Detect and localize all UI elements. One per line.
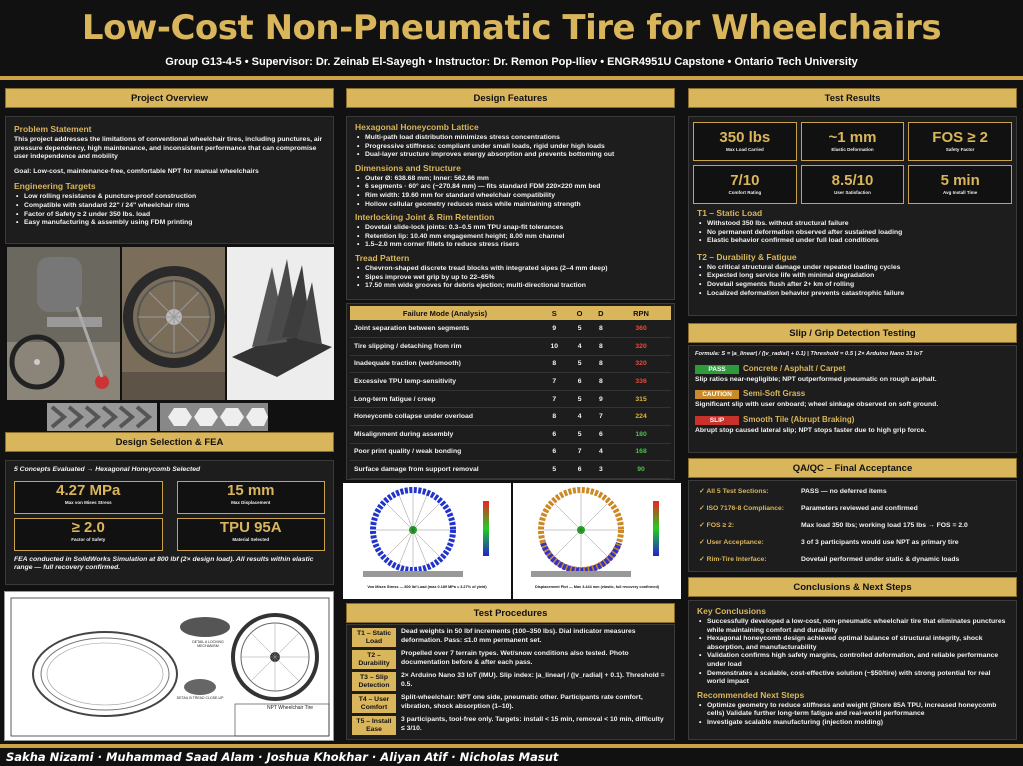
tread-heading: Tread Pattern xyxy=(355,252,410,263)
fmea-header: RPN xyxy=(611,306,671,320)
slip-surface: Semi-Soft Grass xyxy=(743,389,806,399)
test-procedures-panel xyxy=(346,624,675,740)
fmea-cell-rpn: 90 xyxy=(611,461,671,479)
fmea-cell-rpn: 336 xyxy=(611,373,671,391)
fmea-cell-s: 7 xyxy=(540,390,569,408)
procedure-row: T2 – Durability Propelled over 7 terrain types. Wet/snow conditions also tested. Photo documentation before & after each pass. xyxy=(352,650,669,669)
overview-panel xyxy=(5,116,334,244)
fmea-cell-s: 9 xyxy=(540,320,569,338)
target-item: • Easy manufacturing & assembly using FDM printing xyxy=(24,219,325,228)
slip-badge: SLIP xyxy=(695,416,739,425)
fmea-row xyxy=(350,320,671,338)
honeycomb-heading: Hexagonal Honeycomb Lattice xyxy=(355,122,479,132)
fmea-cell-s: 7 xyxy=(540,373,569,391)
slip-badge: PASS xyxy=(695,365,739,374)
feature-item: • Progressive stiffness: compliant under small loads, rigid under high loads xyxy=(365,143,666,152)
problem-heading: Problem Statement xyxy=(14,124,92,134)
printed-segments-photo xyxy=(227,247,334,400)
metric-max-displacement: 15 mm Max Displacement xyxy=(177,481,326,514)
fea-note: FEA conducted in SolidWorks Simulation at 800 lbf (2× design load). All results within elastic range — full recovery confirmed. xyxy=(14,555,314,572)
fmea-cell-mode: Poor print quality / weak bonding xyxy=(350,443,540,461)
result-item: • Elastic behavior confirmed under full load conditions xyxy=(707,237,1008,246)
conclusion-item: • Hexagonal honeycomb design achieved optimal balance of structural integrity, shock absorption, and manufacturability xyxy=(707,635,1008,652)
result-satisfaction: 8.5/10 User Satisfaction xyxy=(801,165,905,204)
qa-key: ✓ All 5 Test Sections: xyxy=(699,488,769,495)
targets-heading: Engineering Targets xyxy=(14,181,96,192)
fmea-cell-d: 8 xyxy=(591,320,611,338)
slip-description: Slip ratios near-negligible; NPT outperformed pneumatic on rough asphalt. xyxy=(695,375,937,383)
fmea-cell-mode: Honeycomb collapse under overload xyxy=(350,408,540,426)
target-item: • Low rolling resistance & puncture-proof construction xyxy=(24,193,325,202)
poster-subtitle: Group G13-4-5 • Supervisor: Dr. Zeinab El-Sayegh • Instructor: Dr. Remon Pop-Iliev • ENGR4951U Capstone • Ontario Tech University xyxy=(165,56,858,68)
conclusion-item: • Validation confirms high safety margins, controlled deformation, and reliable performance under load xyxy=(707,652,1008,669)
qa-value: PASS — no deferred items xyxy=(801,488,887,495)
next-step-item: • Optimize geometry to reduce stiffness and weight (Shore 85A TPU, increased honeycomb cells) Validate further long-term fatigue and real-world performance xyxy=(707,702,1008,719)
conclusion-item: • Successfully developed a low-cost, non-pneumatic wheelchair tire that eliminates punctures while maintaining comfort and durability xyxy=(707,618,1008,635)
goal-text: Goal: Low-cost, maintenance-free, comfortable NPT for manual wheelchairs xyxy=(14,167,259,175)
honeycomb-pattern-image xyxy=(160,403,268,431)
slip-result xyxy=(695,389,1010,410)
dims-heading: Dimensions and Structure xyxy=(355,162,461,173)
fmea-header: Failure Mode (Analysis) xyxy=(350,306,540,320)
metric-max-stress: 4.27 MPa Max von Mises Stress xyxy=(14,481,163,514)
fmea-cell-o: 7 xyxy=(569,443,591,461)
target-item: • Compatible with standard 22" / 24" wheelchair rims xyxy=(24,202,325,211)
feature-item: • Retention lip: 10.40 mm engagement height; 8.00 mm channel xyxy=(365,233,666,242)
fmea-row xyxy=(350,390,671,408)
metric-factor-safety: ≥ 2.0 Factor of Safety xyxy=(14,518,163,551)
fmea-cell-o: 6 xyxy=(569,373,591,391)
feature-item: • 17.50 mm wide grooves for debris ejection; multi-directional traction xyxy=(365,282,666,291)
results-bar: Test Results xyxy=(688,88,1017,108)
authors: Sakha Nizami · Muhammad Saad Alam · Joshua Khokhar · Aliyan Atif · Nicholas Masut xyxy=(6,750,559,764)
fmea-cell-s: 8 xyxy=(540,408,569,426)
poster-title: Low-Cost Non-Pneumatic Tire for Wheelchairs xyxy=(81,8,942,48)
fmea-row xyxy=(350,443,671,461)
fmea-cell-d: 8 xyxy=(591,338,611,356)
fmea-cell-mode: Surface damage from support removal xyxy=(350,461,540,479)
qa-row xyxy=(689,534,1016,551)
qa-row xyxy=(689,517,1016,534)
result-comfort: 7/10 Comfort Rating xyxy=(693,165,797,204)
fmea-cell-d: 6 xyxy=(591,426,611,444)
fmea-cell-rpn: 224 xyxy=(611,408,671,426)
fmea-cell-rpn: 320 xyxy=(611,355,671,373)
targets-list xyxy=(14,193,325,227)
slip-surface: Concrete / Asphalt / Carpet xyxy=(743,363,846,373)
next-steps-heading: Recommended Next Steps xyxy=(697,689,805,700)
slip-formula: Formula: S = |a_linear| / (|v_radial| + 0.1) | Threshold = 0.5 | 2× Arduino Nano 33 IoT xyxy=(695,351,923,357)
procedure-row: T4 – User Comfort Split-wheelchair: NPT one side, pneumatic other. Participants rate comfort, vibration, shock absorption (1–10). xyxy=(352,694,669,713)
detail-b-label: DETAIL B TREAD CLOSE-UP xyxy=(176,696,224,700)
slip-badge: CAUTION xyxy=(695,390,739,399)
fmea-row xyxy=(350,408,671,426)
fmea-cell-rpn: 315 xyxy=(611,390,671,408)
header-divider xyxy=(0,76,1023,80)
fmea-row xyxy=(350,373,671,391)
metric-material: TPU 95A Material Selected xyxy=(177,518,326,551)
result-item: • Withstood 350 lbs. without structural failure xyxy=(707,220,1008,229)
result-deformation: ~1 mm Elastic Deformation xyxy=(801,122,905,161)
key-conclusions-heading: Key Conclusions xyxy=(697,606,766,616)
fmea-cell-d: 3 xyxy=(591,461,611,479)
fmea-cell-mode: Inadequate traction (wet/smooth) xyxy=(350,355,540,373)
qa-value: Parameters reviewed and confirmed xyxy=(801,505,918,512)
overview-bar: Project Overview xyxy=(5,88,334,108)
fmea-cell-o: 4 xyxy=(569,408,591,426)
design-fea-bar: Design Selection & FEA xyxy=(5,432,334,452)
fmea-row xyxy=(350,461,671,479)
footer-divider xyxy=(0,744,1023,748)
fmea-cell-o: 5 xyxy=(569,355,591,373)
qa-bar: QA/QC – Final Acceptance xyxy=(688,458,1017,478)
feature-item: • Chevron-shaped discrete tread blocks with integrated sipes (2–4 mm deep) xyxy=(365,265,666,274)
result-install-time: 5 min Avg Install Time xyxy=(908,165,1012,204)
fmea-cell-d: 8 xyxy=(591,373,611,391)
fmea-cell-o: 6 xyxy=(569,461,591,479)
feature-item: • 6 segments · 60° arc (~270.84 mm) — fits standard FDM 220×220 mm bed xyxy=(365,183,666,192)
slip-surface: Smooth Tile (Abrupt Braking) xyxy=(743,414,855,424)
features-bar: Design Features xyxy=(346,88,675,108)
fmea-panel xyxy=(346,303,675,480)
result-item: • No critical structural damage under repeated loading cycles xyxy=(707,264,1008,273)
result-item: • Localized deformation behavior prevents catastrophic failure xyxy=(707,290,1008,299)
qa-row xyxy=(689,483,1016,500)
fmea-cell-mode: Joint separation between segments xyxy=(350,320,540,338)
fmea-row xyxy=(350,338,671,356)
qa-key: ✓ User Acceptance: xyxy=(699,539,764,546)
result-max-load: 350 lbs Max Load Carried xyxy=(693,122,797,161)
fmea-cell-s: 6 xyxy=(540,426,569,444)
fmea-header: D xyxy=(591,306,611,320)
fmea-table xyxy=(350,306,671,479)
result-safety-factor: FOS ≥ 2 Safety Factor xyxy=(908,122,1012,161)
qa-row xyxy=(689,500,1016,517)
feature-item: • Outer Ø: 638.68 mm; Inner: 562.66 mm xyxy=(365,175,666,184)
fmea-cell-rpn: 320 xyxy=(611,338,671,356)
procedure-row: T1 – Static Load Dead weights in 50 lbf increments (100–350 lbs). Dial indicator measures deformation. Pass: ≤1.0 mm permanent set. xyxy=(352,628,669,647)
fmea-cell-mode: Misalignment during assembly xyxy=(350,426,540,444)
fmea-cell-s: 5 xyxy=(540,461,569,479)
procedure-row: T3 – Slip Detection 2× Arduino Nano 33 IoT (IMU). Slip index: |a_linear| / (|v_radial| + 0.1). Threshold = 0.5. xyxy=(352,672,669,691)
wheelchair-photo xyxy=(7,247,120,400)
slip-description: Abrupt stop caused lateral slip; NPT stops faster due to high grip force. xyxy=(695,426,927,434)
feature-item: • 1.5–2.0 mm corner fillets to reduce stress risers xyxy=(365,241,666,250)
fmea-cell-o: 5 xyxy=(569,426,591,444)
fea-stress-caption: Von Mises Stress — 800 lbf Load (max 0.189 MPa = 3.27% of yield) xyxy=(367,585,487,589)
qa-value: Dovetail performed under static & dynamic loads xyxy=(801,556,960,563)
fmea-cell-mode: Excessive TPU temp-sensitivity xyxy=(350,373,540,391)
fmea-cell-mode: Tire slipping / detaching from rim xyxy=(350,338,540,356)
feature-item: • Multi-path load distribution minimizes stress concentrations xyxy=(365,134,666,143)
fmea-row xyxy=(350,355,671,373)
qa-value: 3 of 3 participants would use NPT as primary tire xyxy=(801,539,959,546)
qa-row xyxy=(689,551,1016,568)
fmea-header: O xyxy=(569,306,591,320)
slip-result xyxy=(695,415,1010,436)
t2-heading: T2 – Durability & Fatigue xyxy=(697,251,797,262)
result-item: • Expected long service life with minimal degradation xyxy=(707,272,1008,281)
qa-key: ✓ Rim-Tire Interface: xyxy=(699,556,767,563)
detail-a-label: DETAIL A LOCKING MECHANISM xyxy=(192,640,224,648)
feature-item: • Sipes improve wet grip by up to 22–65% xyxy=(365,274,666,283)
result-item: • Dovetail segments flush after 2+ km of rolling xyxy=(707,281,1008,290)
test-procedures-bar: Test Procedures xyxy=(346,603,675,623)
feature-item: • Rim width: 19.60 mm for standard wheelchair compatibility xyxy=(365,192,666,201)
results-panel xyxy=(688,116,1017,316)
fea-displacement-image xyxy=(513,483,681,599)
feature-item: • Dual-layer structure improves energy absorption and prevents bottoming out xyxy=(365,151,666,160)
fmea-cell-rpn: 168 xyxy=(611,443,671,461)
fmea-cell-d: 9 xyxy=(591,390,611,408)
drawing-title: NPT Wheelchair Tire xyxy=(267,705,314,711)
cad-drawing xyxy=(4,591,334,741)
fmea-cell-rpn: 360 xyxy=(611,320,671,338)
feature-item: • Dovetail slide-lock joints: 0.3–0.5 mm TPU snap-fit tolerances xyxy=(365,224,666,233)
slip-result xyxy=(695,364,1010,385)
qa-key: ✓ ISO 7176-8 Compliance: xyxy=(699,505,785,512)
slip-bar: Slip / Grip Detection Testing xyxy=(688,323,1017,343)
t1-heading: T1 – Static Load xyxy=(697,208,763,218)
qa-value: Max load 350 lbs; working load 175 lbs → FOS = 2.0 xyxy=(801,522,968,529)
slip-description: Significant slip with user onboard; wheel sinkage observed on soft ground. xyxy=(695,401,939,409)
fmea-cell-rpn: 180 xyxy=(611,426,671,444)
fmea-cell-o: 5 xyxy=(569,320,591,338)
tire-closeup-photo xyxy=(122,247,225,400)
fmea-cell-d: 4 xyxy=(591,443,611,461)
fmea-cell-d: 8 xyxy=(591,355,611,373)
design-fea-panel xyxy=(5,460,334,585)
fea-stress-image xyxy=(343,483,511,599)
fmea-cell-o: 5 xyxy=(569,390,591,408)
fmea-cell-s: 8 xyxy=(540,355,569,373)
fmea-cell-d: 7 xyxy=(591,408,611,426)
tread-pattern-image xyxy=(47,403,157,431)
fea-displacement-caption: Displacement Plot — Max 3.444 mm (elastic, full recovery confirmed) xyxy=(534,585,660,589)
fmea-cell-s: 6 xyxy=(540,443,569,461)
qa-key: ✓ FOS ≥ 2: xyxy=(699,522,735,529)
problem-text: This project addresses the limitations of conventional wheelchair tires, including punctures, air pressure dependency, high maintenance, and inconsistent performance that can compromise user independence and mobility xyxy=(14,136,323,161)
qa-panel xyxy=(688,480,1017,572)
target-item: • Factor of Safety ≥ 2 under 350 lbs. load xyxy=(24,211,325,220)
fmea-cell-o: 4 xyxy=(569,338,591,356)
next-step-item: • Investigate scalable manufacturing (injection molding) xyxy=(707,719,1008,728)
conclusion-item: • Demonstrates a scalable, cost-effective solution (~$50/tire) with strong potential for real world impact xyxy=(707,670,1008,687)
concepts-text: 5 Concepts Evaluated → Hexagonal Honeycomb Selected xyxy=(14,466,201,473)
fmea-cell-mode: Long-term fatigue / creep xyxy=(350,390,540,408)
conclusions-panel xyxy=(688,600,1017,740)
features-panel xyxy=(346,116,675,300)
procedure-row: T5 – Install Ease 3 participants, tool-free only. Targets: install < 15 min, removal < 10 min, difficulty ≤ 3/10. xyxy=(352,716,669,735)
conclusions-bar: Conclusions & Next Steps xyxy=(688,577,1017,597)
fmea-cell-s: 10 xyxy=(540,338,569,356)
fmea-header: S xyxy=(540,306,569,320)
joint-heading: Interlocking Joint & Rim Retention xyxy=(355,212,495,223)
feature-item: • Hollow cellular geometry reduces mass while maintaining strength xyxy=(365,201,666,210)
fmea-row xyxy=(350,426,671,444)
slip-panel xyxy=(688,345,1017,453)
result-item: • No permanent deformation observed after sustained loading xyxy=(707,229,1008,238)
